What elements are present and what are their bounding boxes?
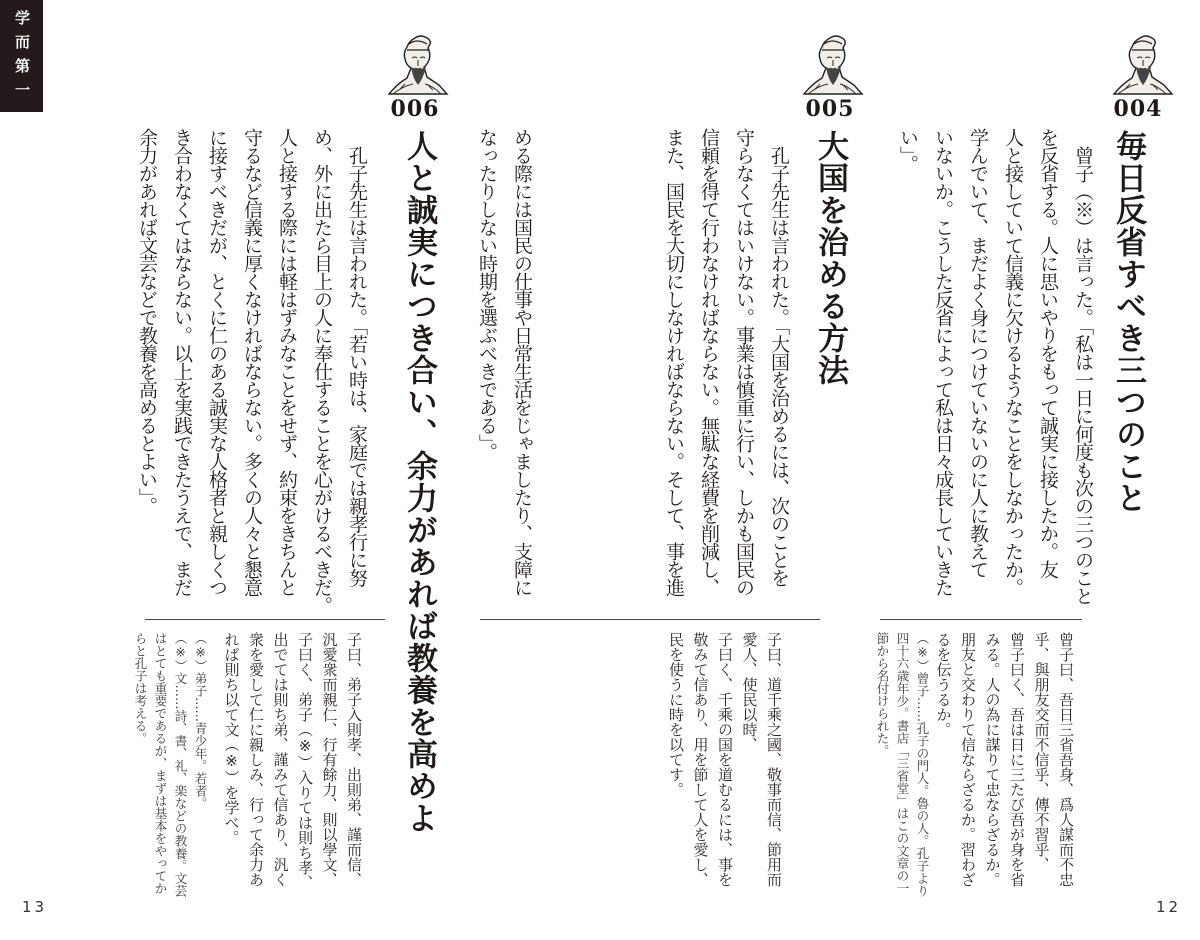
body-line: 人と接していて信義に欠けるようなことをしなかったか。 (1002, 128, 1024, 596)
section-title: 大国を治める方法 (812, 130, 848, 386)
section-title: 人と誠実につき合い、余力があれば教養を高めよ (401, 130, 437, 834)
section-number: 005 (805, 96, 855, 122)
original-text (931, 632, 1078, 887)
footnote-line: （※）文……詩、書、礼、楽などの教養。文芸 (173, 632, 188, 897)
section-body (129, 128, 374, 614)
original-line: 乎、與朋友交而不信乎、傳不習乎、 (1032, 632, 1051, 872)
section-body (656, 128, 796, 614)
original-text (219, 632, 366, 890)
body-line: 守るなど信義に厚くなければならない。多くの人々と懇意 (241, 128, 263, 596)
original-line: 愛人、使民以時、 (740, 632, 759, 752)
confucius-portrait-icon (385, 34, 449, 96)
footnote-line: （※）弟子……青少年。若者。 (193, 632, 208, 810)
body-line: 学んでいて、まだよく身につけていないのに人に教えて (967, 128, 989, 578)
original-line: 子曰く、弟子（※）入りては則ち孝、 (296, 632, 314, 890)
body-line: 信頼を得て行わなければならない。無駄な経費を削減し、 (698, 128, 720, 596)
body-line: 孔子先生は言われた。「若い時は、家庭では親孝行に努 (346, 128, 368, 587)
footnote-line: らと孔子は考える。 (133, 632, 148, 745)
footnote (130, 632, 210, 897)
original-line: 曾子曰く、吾は日に三たび吾が身を省 (1008, 632, 1026, 887)
original-line: 曾子曰、吾日三省吾身、爲人謀而不忠 (1057, 632, 1075, 887)
footnote-line: 四十六歳年少。書店「三省堂」はこの文章の一 (895, 632, 910, 895)
footnote (872, 632, 932, 897)
original-line: 衆を愛して仁に親しみ、行って余力あ (247, 632, 265, 887)
body-line: い」。 (897, 128, 919, 173)
body-line: 人と接する際には軽はずみなことをせず、約束をきちんと (276, 128, 298, 596)
original-line: 敬みて信あり、用を節して人を愛し、 (691, 632, 710, 887)
page-number-left: 13 (22, 898, 48, 916)
body-line: を反省する。人に思いやりをもって誠実に接したか。友 (1037, 128, 1059, 578)
original-line: 朋友と交わりて信ならざるか。習わざ (959, 632, 977, 887)
original-line: 民を使うに時を以てす。 (667, 632, 685, 797)
body-line: いないか。こうした反省によって私は日々成長していきた (932, 128, 954, 596)
body-line: 曾子（※）は言った。「私は一日に何度も次の三つのこと (1072, 128, 1094, 605)
footnote-line: （※）曾子……孔子の門人。魯の人。孔子より (915, 632, 930, 897)
divider (880, 619, 1082, 620)
divider (145, 619, 385, 620)
original-line: るを伝うるか。 (934, 632, 953, 737)
section-number: 004 (1113, 96, 1163, 122)
footnote-line: はとても重要であるが、まずは基本をやってか (153, 632, 168, 895)
section-body (890, 128, 1100, 614)
chapter-tab-label: 学而第一 (13, 10, 31, 106)
original-line: 子曰、道千乘之國、敬事而信、節用而 (765, 632, 783, 887)
body-line: める際には国民の仕事や日常生活をじゃましたり、支障に (511, 128, 533, 596)
body-line: 余力があれば文芸などで教養を高めるとよい」。 (136, 128, 158, 515)
section-number: 006 (390, 96, 440, 122)
chapter-tab[interactable] (0, 0, 43, 112)
body-line: また、国民を大切にしなければならない。そして、事を進 (663, 128, 685, 596)
confucius-portrait-icon (1110, 34, 1174, 96)
page-number-right: 12 (1156, 898, 1182, 916)
original-line: 出でては則ち弟、謹みて信あり、汎く (271, 632, 290, 887)
body-line: なったりしない時期を選ぶべきである」。 (476, 128, 498, 461)
footnote-line: 節から名付けられた。 (875, 632, 890, 757)
original-line: 子曰く、千乘の国を道むるには、事を (716, 632, 734, 887)
body-line: 孔子先生は言われた。「大国を治めるには、次のことを (768, 128, 790, 587)
divider (480, 619, 820, 620)
body-line: 守らなくてはいけない。事業は慎重に行い、しかも国民の (733, 128, 755, 596)
original-text (664, 632, 787, 887)
body-line: に接すべきだが、とくに仁のある誠実な人格者と親しくつ (206, 128, 228, 596)
body-line: め、外に出たら目上の人に奉仕することを心がけるべきだ。 (311, 128, 333, 614)
original-line: 汎愛衆而親仁、行有餘力、則以學文、 (320, 632, 339, 887)
section-title: 毎日反省すべき三つのこと (1110, 130, 1146, 514)
original-line: れば則ち以て文（※）を学べ。 (222, 632, 241, 845)
confucius-portrait-icon (800, 34, 864, 96)
original-line: 子曰、弟子入則孝、出則弟、謹而信、 (345, 632, 363, 887)
body-line: き合わなくてはならない。以上を実践できたうえで、まだ (171, 128, 193, 596)
original-line: みる。人の為に謀りて忠ならざるか。 (983, 632, 1002, 887)
section-body-continued (469, 128, 539, 614)
